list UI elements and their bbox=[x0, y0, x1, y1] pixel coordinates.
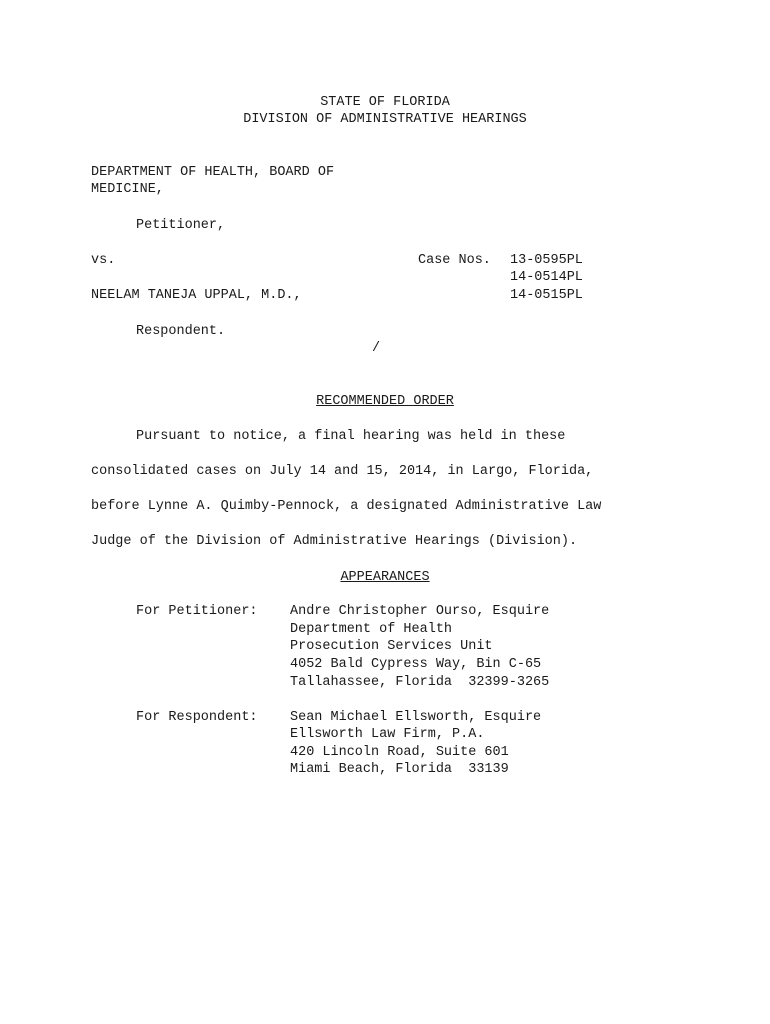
order-title: RECOMMENDED ORDER bbox=[316, 394, 454, 409]
state-heading: STATE OF FLORIDA bbox=[320, 95, 450, 110]
respondent-name: NEELAM TANEJA UPPAL, M.D., bbox=[91, 288, 302, 303]
case-numbers-label: Case Nos. bbox=[418, 253, 491, 268]
case-number: 13-0595PL bbox=[510, 253, 583, 268]
appearances-heading: APPEARANCES bbox=[340, 570, 430, 585]
counsel-address-line: 4052 Bald Cypress Way, Bin C-65 bbox=[290, 657, 542, 672]
counsel-address-line: Department of Health bbox=[290, 622, 453, 637]
counsel-address-line: Miami Beach, Florida 33139 bbox=[290, 762, 509, 777]
petitioner-role: Petitioner, bbox=[136, 218, 226, 233]
division-heading: DIVISION OF ADMINISTRATIVE HEARINGS bbox=[243, 112, 527, 127]
body-line: Pursuant to notice, a final hearing was held in these bbox=[136, 429, 566, 444]
counsel-address-line: Andre Christopher Ourso, Esquire bbox=[290, 604, 550, 619]
versus-label: vs. bbox=[91, 253, 116, 268]
counsel-address-line: 420 Lincoln Road, Suite 601 bbox=[290, 745, 509, 760]
counsel-address-line: Sean Michael Ellsworth, Esquire bbox=[290, 710, 542, 725]
case-number: 14-0515PL bbox=[510, 288, 583, 303]
respondent-role: Respondent. bbox=[136, 324, 226, 339]
body-line: before Lynne A. Quimby-Pennock, a designated Administrative Law bbox=[91, 499, 602, 514]
counsel-address-line: Tallahassee, Florida 32399-3265 bbox=[290, 675, 550, 690]
caption-slash: / bbox=[372, 341, 381, 356]
body-line: consolidated cases on July 14 and 15, 2014, in Largo, Florida, bbox=[91, 464, 594, 479]
counsel-address-line: Prosecution Services Unit bbox=[290, 639, 493, 654]
respondent-counsel-label: For Respondent: bbox=[136, 710, 258, 725]
petitioner-name-line-2: MEDICINE, bbox=[91, 182, 164, 197]
body-line: Judge of the Division of Administrative Hearings (Division). bbox=[91, 534, 578, 549]
petitioner-name-line-1: DEPARTMENT OF HEALTH, BOARD OF bbox=[91, 165, 335, 180]
petitioner-counsel-label: For Petitioner: bbox=[136, 604, 258, 619]
case-number: 14-0514PL bbox=[510, 270, 583, 285]
counsel-address-line: Ellsworth Law Firm, P.A. bbox=[290, 727, 485, 742]
